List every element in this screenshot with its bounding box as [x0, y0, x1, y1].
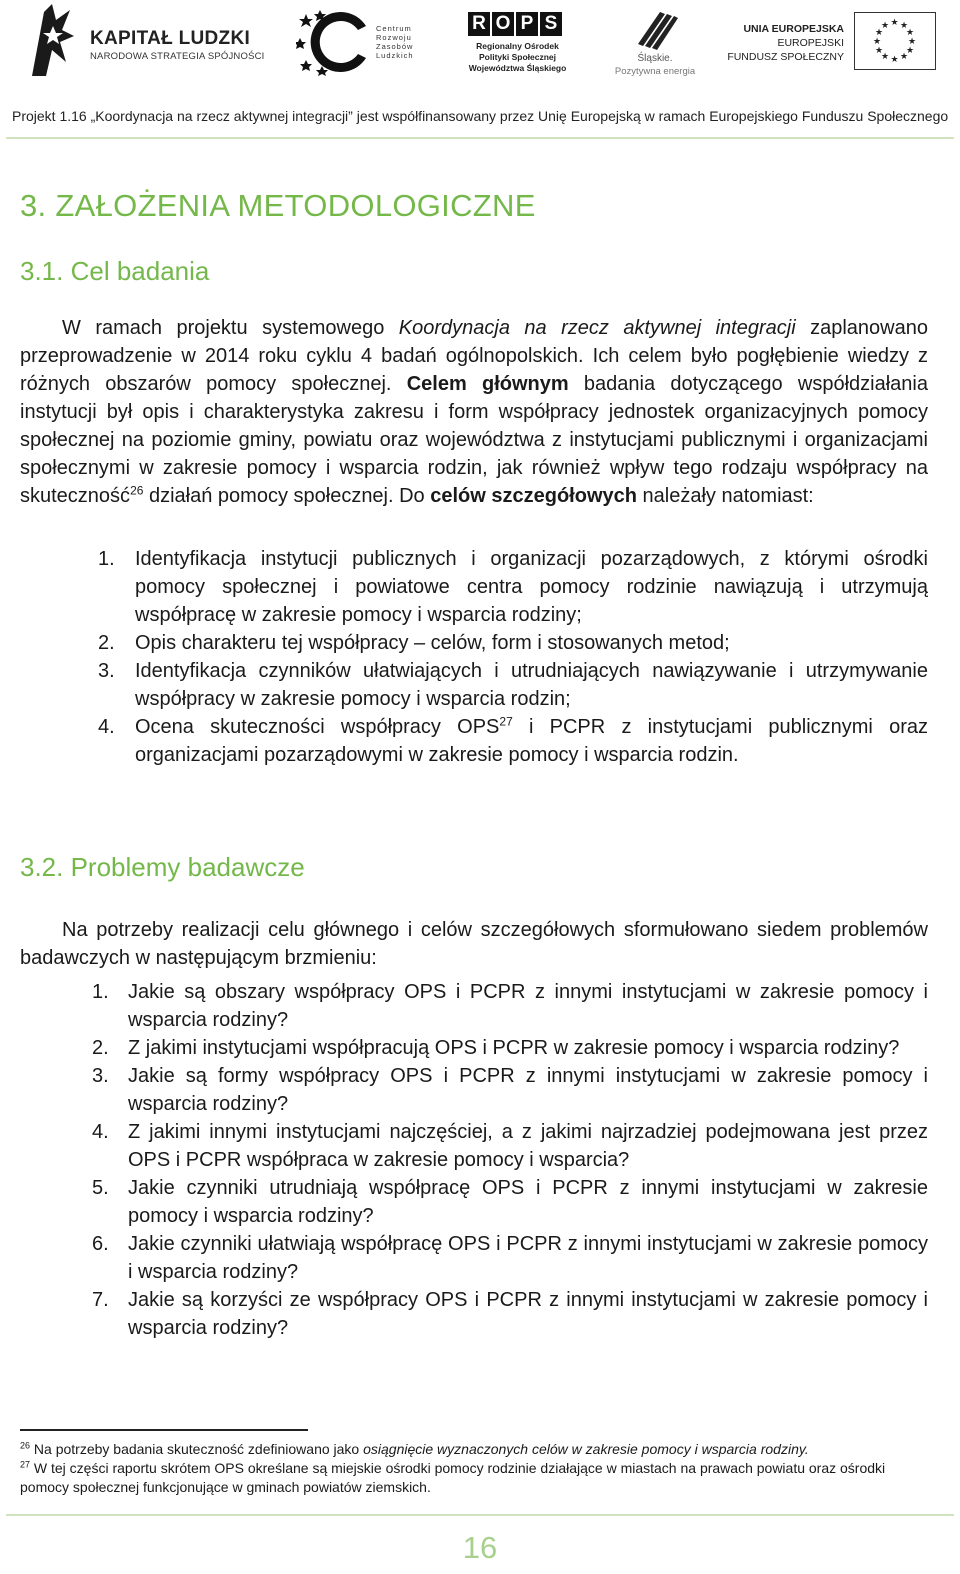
slaskie-name: Śląskie. — [637, 53, 673, 64]
list-number: 1. — [98, 548, 115, 570]
rops-line: Regionalny Ośrodek — [476, 41, 559, 51]
footnote-text: W tej części raportu skrótem OPS określane są miejskie ośrodki pomocy rodzinie działające w miastach na prawach powiatu oraz ośrodki pomocy społecznej funkcjonujące w gminach powiatów ziemskich. — [20, 1460, 886, 1495]
list-text: Jakie czynniki ułatwiają współpracę OPS i PCPR z innymi instytucjami w zakresie pomocy i wsparcia rodziny? — [128, 1233, 928, 1283]
svg-text:★: ★ — [899, 52, 909, 62]
footnote-divider — [20, 1429, 308, 1431]
list-item — [92, 1062, 928, 1118]
eu-line-fund: EUROPEJSKI — [777, 37, 844, 49]
list-text: i PCPR z instytucjami publicznymi oraz organizacjami pozarządowymi w zakresie pomocy i wsparcia rodzin. — [135, 716, 928, 766]
list-item — [92, 1286, 928, 1342]
footnote-ref: 26 — [130, 483, 144, 498]
list-item — [98, 713, 928, 769]
goal-text: zaplanowano przeprowadzenie w 2014 roku cyklu 4 badań ogólnopolskich. Ich celem było pogłębienie wiedzy z różnych obszarów pomocy społecznej. — [20, 317, 928, 395]
svg-text:★: ★ — [890, 55, 899, 65]
list-item — [98, 657, 928, 713]
rops-line: Polityki Społecznej — [479, 52, 556, 62]
crzl-line: Ludzkich — [376, 51, 414, 60]
rops-letter: O — [492, 12, 514, 36]
crzl-line: Centrum — [376, 24, 412, 33]
header-divider — [6, 137, 954, 139]
list-text: Identyfikacja czynników ułatwiających i utrudniających nawiązywanie i utrzymywanie współpracy w zakresie pomocy i wsparcia rodzin; — [135, 660, 928, 710]
header-logos — [0, 0, 960, 88]
eu-line-social: FUNDUSZ SPOŁECZNY — [727, 51, 844, 63]
list-number: 4. — [98, 716, 115, 738]
list-number: 4. — [92, 1121, 109, 1143]
project-name: Koordynacja na rzecz aktywnej integracji — [398, 317, 796, 339]
goal-text: badania dotyczącego współdziałania instytucji był opis i charakterystyka zakresu i form współpracy jednostek organizacyjnych pomocy społecznej na poziomie gminy, powiatu oraz województwa z instytucjami publicznymi i organizacjami społecznymi w zakresie pomocy i wsparcia rodzin, jak również wpływ tego rodzaju współpracy na skuteczność — [20, 373, 928, 507]
goal-paragraph — [20, 314, 928, 510]
svg-text:★: ★ — [905, 46, 915, 56]
slaskie-logo — [610, 8, 700, 80]
goal-text: W ramach projektu systemowego — [62, 317, 399, 339]
list-number: 1. — [92, 981, 109, 1003]
list-item — [92, 978, 928, 1034]
list-text: Ocena skuteczności współpracy OPS — [135, 716, 500, 738]
list-text: Z jakimi innymi instytucjami najczęściej, a z jakimi najrzadziej podejmowana jest przez OPS i PCPR współpraca w zakresie pomocy i wsparcia? — [128, 1121, 928, 1171]
footnote-text: Na potrzeby badania skuteczność zdefiniowano jako — [33, 1441, 364, 1457]
research-questions-list — [92, 978, 928, 1342]
list-number: 2. — [92, 1037, 109, 1059]
svg-text:★: ★ — [874, 28, 884, 38]
list-number: 5. — [92, 1177, 109, 1199]
list-number: 3. — [98, 660, 115, 682]
list-item — [92, 1034, 928, 1062]
footnote-ref: 27 — [499, 714, 513, 729]
list-item — [98, 629, 928, 657]
crzl-text — [376, 24, 414, 60]
crzl-line: Rozwoju — [376, 33, 412, 42]
footnote-number: 26 — [20, 1440, 31, 1451]
footer-divider — [6, 1514, 954, 1516]
svg-text:★: ★ — [890, 18, 899, 28]
svg-text:★: ★ — [899, 21, 909, 31]
rops-letter: R — [468, 12, 490, 36]
footnote-number: 27 — [20, 1459, 31, 1470]
rops-caption — [456, 41, 579, 74]
footnote — [20, 1440, 928, 1459]
list-number: 7. — [92, 1289, 109, 1311]
footnote — [20, 1459, 928, 1497]
list-text: Jakie są formy współpracy OPS i PCPR z innymi instytucjami w zakresie pomocy i wsparcia rodziny? — [128, 1065, 928, 1115]
list-number: 2. — [98, 632, 115, 654]
rops-wordmark — [468, 12, 562, 36]
crzl-emblem-icon — [296, 8, 376, 76]
list-number: 6. — [92, 1233, 109, 1255]
main-goal-label: Celem głównym — [406, 373, 569, 395]
kapital-ludzki-emblem-icon — [22, 2, 84, 78]
slaskie-emblem-icon — [610, 8, 700, 52]
eu-line-union: UNIA EUROPEJSKA — [743, 23, 844, 35]
list-text: Identyfikacja instytucji publicznych i organizacji pozarządowych, z którymi ośrodki pomocy społecznej i powiatowe centra pomocy rodzinie nawiązują i utrzymują współpracę w zakresie pomocy i wsparcia rodziny; — [135, 548, 928, 626]
detailed-goals-label: celów szczegółowych — [430, 485, 637, 507]
crzl-line: Zasobów — [376, 42, 414, 51]
slaskie-slogan: Pozytywna energia — [614, 66, 696, 77]
rops-logo — [456, 10, 581, 76]
detailed-goals-list — [98, 545, 928, 769]
kapital-ludzki-logo — [22, 2, 267, 78]
kapital-ludzki-title: KAPITAŁ LUDZKI — [90, 28, 251, 49]
problems-intro — [20, 916, 928, 972]
list-number: 3. — [92, 1065, 109, 1087]
footnote-italic: osiągnięcie wyznaczonych celów w zakresie pomocy i wsparcia rodziny. — [363, 1441, 809, 1457]
list-item — [92, 1230, 928, 1286]
page-number: 16 — [462, 1530, 498, 1565]
eu-logo — [726, 12, 940, 72]
list-item — [92, 1174, 928, 1230]
list-item — [92, 1118, 928, 1174]
svg-text:★: ★ — [905, 28, 915, 38]
list-text: Jakie są korzyści ze współpracy OPS i PCPR z innymi instytucjami w zakresie pomocy i wsparcia rodziny? — [128, 1289, 928, 1339]
svg-text:★: ★ — [880, 21, 890, 31]
rops-line: Województwa Śląskiego — [468, 63, 567, 73]
goal-text: działań pomocy społecznej. Do — [143, 485, 431, 507]
eu-flag-icon — [854, 12, 936, 70]
crzl-logo — [296, 8, 426, 76]
svg-text:★: ★ — [880, 52, 890, 62]
rops-letter: S — [540, 12, 562, 36]
goal-text: należały natomiast: — [636, 485, 814, 507]
list-text: Opis charakteru tej współpracy – celów, form i stosowanych metod; — [135, 632, 730, 654]
list-item — [98, 545, 928, 629]
list-text: Jakie są obszary współpracy OPS i PCPR z innymi instytucjami w zakresie pomocy i wsparcia rodziny? — [128, 981, 928, 1031]
svg-text:★: ★ — [872, 37, 882, 47]
footnotes — [20, 1440, 928, 1497]
list-text: Z jakimi instytucjami współpracują OPS i PCPR w zakresie pomocy i wsparcia rodziny? — [128, 1037, 900, 1059]
svg-text:★: ★ — [907, 37, 917, 47]
eu-stars-icon — [855, 13, 934, 68]
list-text: Jakie czynniki utrudniają współpracę OPS i PCPR z innymi instytucjami w zakresie pomocy i wsparcia rodziny? — [128, 1177, 928, 1227]
problems-intro-text: Na potrzeby realizacji celu głównego i celów szczegółowych sformułowano siedem problemów badawczych w następującym brzmieniu: — [20, 919, 928, 969]
subsection-title-problems: 3.2. Problemy badawcze — [20, 852, 305, 882]
svg-text:★: ★ — [874, 46, 884, 56]
section-title: 3. ZAŁOŻENIA METODOLOGICZNE — [20, 188, 536, 223]
eu-caption — [727, 22, 844, 64]
kapital-ludzki-subtitle: NARODOWA STRATEGIA SPÓJNOŚCI — [90, 51, 265, 62]
subsection-title-goal: 3.1. Cel badania — [20, 256, 210, 286]
project-funding-line: Projekt 1.16 „Koordynacja na rzecz aktywnej integracji” jest współfinansowany przez Unię Europejską w ramach Europejskiego Funduszu Społecznego — [12, 108, 949, 124]
rops-letter: P — [516, 12, 538, 36]
